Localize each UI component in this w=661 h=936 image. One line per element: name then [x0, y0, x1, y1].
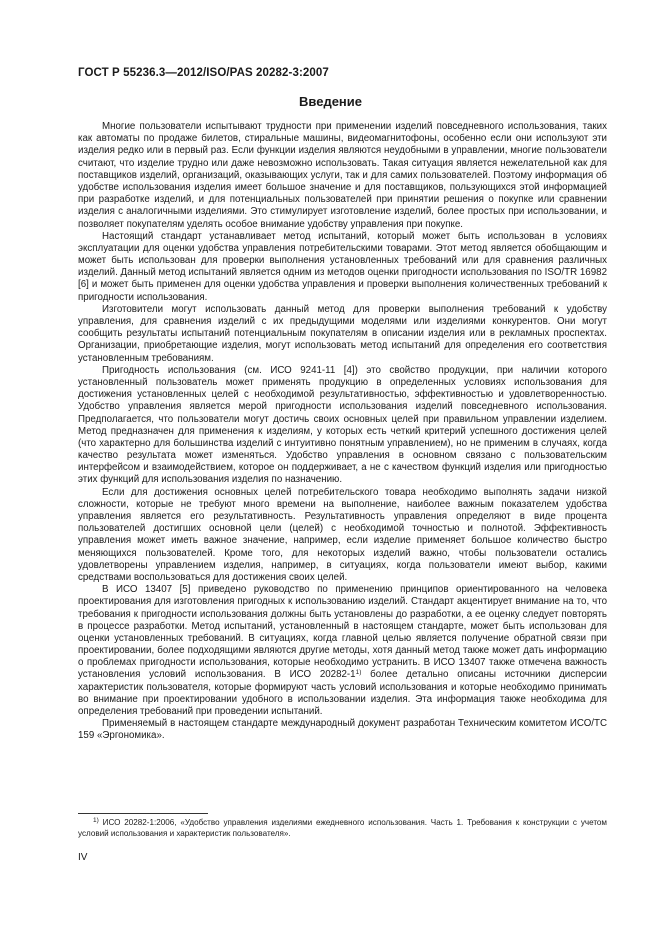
standard-designation: ГОСТ Р 55236.3—2012/ISO/PAS 20282-3:2007 — [78, 67, 329, 79]
footnote — [78, 817, 607, 839]
paragraph: Изготовители могут использовать данный метод для проверки выполнения требований к удобству управления, для сравнения изделий с их предыдущими моделями или изделиями конкурентов. Они могут сообщить результаты испытаний потенциальным покупателям в описании изделия или в рекламных проспектах. Организации, приобретающие изделия, могут использовать метод испытаний для определения его соответствия установленным требованиям. — [78, 303, 607, 364]
page-number: IV — [78, 852, 88, 863]
paragraph: Если для достижения основных целей потребительского товара необходимо выполнять задачи низкой сложности, которые не требуют много времени на выполнение, наиболее важным показателем удобства управления является его результативность. Результативность управления определяют в виде процента пользователей достигших основной цели (целей) с необходимой точностью и полнотой. Эффективность управления может иметь важное значение, например, если изделие применяет большое количество быстро меняющихся пользователей. Кроме того, для некоторых изделий важно, чтобы пользователи остались удовлетворены управлением изделия, например, в ситуациях, когда пользователи имеют выбор, какими средствами воспользоваться для достижения своих целей. — [78, 486, 607, 583]
paragraph — [78, 584, 607, 718]
footnote-text: ИСО 20282-1:2006, «Удобство управления изделиями ежедневного использования. Часть 1. Требования к конструкции с учетом условий использования и характеристик пользователя». — [78, 818, 607, 838]
paragraph-text: более детально описаны источники дисперсии характеристик пользователя, которые формируют часть условий использования и которые необходимо принимать во внимание при проектировании удобного в использовании изделия. Эта информация также необходима для определения требований при проведении испытаний. — [78, 669, 607, 717]
paragraph: Применяемый в настоящем стандарте международный документ разработан Техническим комитетом ИСО/ТС 159 «Эргономика». — [78, 718, 607, 742]
footnote-marker: 1) — [93, 817, 99, 824]
paragraph: Настоящий стандарт устанавливает метод испытаний, который может быть использован в условиях эксплуатации для оценки удобства управления потребительскими товарами. Этот метод является обобщающим и может быть использован для проверки выполнения установленных требований или для сравнения различных изделий. Данный метод испытаний является одним из методов оценки пригодности использования по ISO/TR 16982 [6] и может быть применен для оценки удобства управления и проверки выполнения количественных требований к пригодности использования. — [78, 230, 607, 303]
footnote-reference[interactable]: 1) — [355, 669, 362, 677]
paragraph-text: В ИСО 13407 [5] приведено руководство по применению принципов ориентированного на человека проектирования для изготовления пригодных к использованию изделий. Стандарт акцентирует внимание на то, что требования к пригодности использования должны быть установлены до разработки, а ее оценку следует повторять в процессе разработки. Метод испытаний, установленный в настоящем стандарте, может быть использован для оценки установленных требований. В ситуациях, когда главной целью является получение обратной связи при проектировании, более подходящими являются другие методы, хотя данный метод также может дать информацию о проблемах пригодности использования, которые необходимо устранить. В ИСО 13407 также отмечена важность установления условий использования. В ИСО 20282-1 — [78, 584, 607, 681]
body-text — [78, 121, 607, 743]
section-title: Введение — [299, 94, 362, 109]
footnote-divider — [78, 813, 208, 814]
paragraph: Многие пользователи испытывают трудности при применении изделий повседневного использования, таких как автоматы по продаже билетов, стиральные машины, видеомагнитофоны, особенно если они используют эти изделия редко или в первый раз. Если функции изделия являются неудобными в управлении, многие пользователи считают, что изделие трудно или даже невозможно использовать. Такая ситуация является нежелательной как для поставщиков изделий, организаций, оказывающих услуги, так и для самих пользователей. Поэтому информация об удобстве использования изделия имеет большое значение и для поставщиков, пользующихся этой информацией при разработке изделий, и для потенциальных пользователей при принятии решения о покупке или сравнении изделия с аналогичными изделиями. Это стимулирует изготовление изделий, более простых при использовании, и позволяет покупателям уделять особое внимание удобству управления при покупке. — [78, 121, 607, 230]
paragraph: Пригодность использования (см. ИСО 9241-11 [4]) это свойство продукции, при наличии которого установленный пользователь может применять продукцию в определенных условиях использования для достижения установленных целей с необходимой результативностью, эффективностью и удовлетворенностью. Удобство управления является мерой пригодности использования изделий повседневного использования. Предполагается, что пользователи могут достичь своих основных целей при правильном управлении изделием. Метод предназначен для применения к изделиям, у которых есть четкий критерий успешного достижения целей (что характерно для большинства изделий с интуитивно понятным управлением), но не применим в случаях, когда качество результата может изменяться. Удобство управления в основном связано с пользовательским интерфейсом и взаимодействием, которое он поддерживает, а не с качеством функций изделия или пригодностью этих функций для использования изделия по назначению. — [78, 364, 607, 486]
